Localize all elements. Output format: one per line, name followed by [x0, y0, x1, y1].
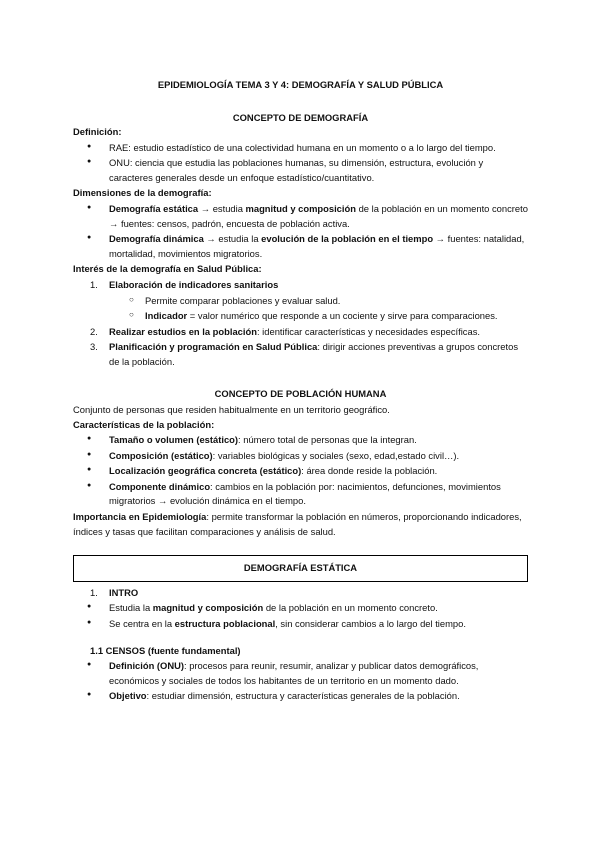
- list-item: [73, 202, 528, 231]
- intro-list: [73, 586, 528, 601]
- bold-term: Elaboración de indicadores sanitarios: [109, 278, 279, 290]
- sub-list-item: [73, 309, 528, 324]
- section-heading-demografia: CONCEPTO DE DEMOGRAFÍA: [232, 111, 369, 123]
- list-item: [73, 601, 528, 616]
- text: Se centra en la: [109, 617, 175, 629]
- list-item: ● ONU: ciencia que estudia las poblaciones humanas, su dimensión, estructura, evolución y caracteres generales desde un enfoque estadístico/cuantitativo.: [73, 156, 528, 185]
- sub-list-item: ○ Permite comparar poblaciones y evaluar salud.: [73, 294, 528, 309]
- text: de la población en un momento concreto → fuentes: censos, padrón, encuesta de población activa.: [109, 203, 528, 229]
- list-item: [73, 433, 528, 448]
- list-item: [73, 480, 528, 509]
- text: → estudia: [198, 203, 246, 215]
- document-page: [73, 72, 528, 705]
- bold-term: Planificación y programación en Salud Pública: [109, 341, 318, 353]
- list-item: [73, 464, 528, 479]
- list-item: [73, 586, 528, 601]
- dimensions-list: [73, 202, 528, 261]
- bold-term: Definición (ONU): [109, 660, 184, 672]
- text: : área donde reside la población.: [301, 465, 438, 477]
- intro-bullets: [73, 601, 528, 631]
- bold-term: Objetivo: [109, 690, 147, 702]
- item-number: 1.: [90, 278, 98, 290]
- definition-list: [73, 141, 528, 186]
- text: : procesos para reunir, resumir, analizar y publicar datos demográficos, económicos y sociales de todos los habitantes de un territorio en un momento dado.: [109, 660, 479, 686]
- bold-term: Composición (estático): [109, 449, 213, 461]
- text: : dirigir acciones preventivas a grupos concretos de la población.: [109, 341, 519, 367]
- text: : cambios en la población por: nacimientos, defunciones, movimientos migratorios → evolución dinámica en el tiempo.: [109, 480, 501, 507]
- characteristics-list: [73, 433, 528, 509]
- definition-label: Definición:: [73, 126, 122, 138]
- importance-paragraph: [73, 510, 528, 539]
- list-item: [73, 232, 528, 261]
- bold-term: Tamaño o volumen (estático): [109, 434, 239, 446]
- bold-term: Localización geográfica concreta (estático): [109, 465, 302, 477]
- bold-term: estructura poblacional: [174, 617, 276, 629]
- item-number: 3.: [90, 341, 98, 353]
- interest-list: [73, 278, 528, 369]
- item-number: 1.: [90, 586, 98, 598]
- text: : variables biológicas y sociales (sexo, edad,estado civil…).: [212, 449, 460, 461]
- section-heading-poblacion: CONCEPTO DE POBLACIÓN HUMANA: [214, 388, 387, 400]
- bold-term: INTRO: [109, 586, 139, 598]
- population-intro: Conjunto de personas que residen habitualmente en un territorio geográfico.: [73, 403, 390, 415]
- item-number: 2.: [90, 325, 98, 337]
- list-item: [73, 659, 528, 688]
- list-item: [73, 449, 528, 464]
- document-title: EPIDEMIOLOGÍA TEMA 3 Y 4: DEMOGRAFÍA Y SALUD PÚBLICA: [157, 79, 444, 90]
- bold-term: Demografía dinámica: [109, 233, 204, 245]
- characteristics-label: Características de la población:: [73, 418, 215, 430]
- bold-term: Importancia en Epidemiología: [73, 511, 207, 523]
- bold-term: magnitud y composición: [245, 203, 356, 215]
- list-item: [73, 325, 528, 340]
- text: = valor numérico que responde a un cociente y sirve para comparaciones.: [187, 310, 498, 322]
- text: Estudia la: [109, 602, 153, 614]
- text: : número total de personas que la integran.: [238, 434, 417, 446]
- bold-term: Realizar estudios en la población: [109, 325, 257, 337]
- text: : estudiar dimensión, estructura y características generales de la población.: [146, 690, 460, 702]
- list-item: [73, 340, 528, 369]
- bold-term: Demografía estática: [109, 203, 199, 215]
- bold-term: Componente dinámico: [109, 480, 211, 492]
- list-item: [73, 617, 528, 632]
- censos-heading: 1.1 CENSOS (fuente fundamental): [90, 644, 241, 656]
- text: : permite transformar la población en números, proporcionando indicadores, índices y tasas que facilitan comparaciones y análisis de salud.: [73, 511, 522, 537]
- censos-list: [73, 659, 528, 704]
- bold-term: magnitud y composición: [152, 602, 264, 614]
- text: → fuentes: natalidad, mortalidad, movimientos migratorios.: [109, 233, 525, 259]
- section-heading-demografia-estatica: DEMOGRAFÍA ESTÁTICA: [73, 555, 528, 582]
- text: de la población en un momento concreto.: [263, 602, 438, 614]
- list-item: [73, 689, 528, 704]
- dimensions-label: Dimensiones de la demografía:: [73, 187, 212, 199]
- list-item: [73, 278, 528, 293]
- text: → estudia la: [203, 233, 262, 245]
- text: : identificar características y necesidades específicas.: [256, 325, 480, 337]
- interest-label: Interés de la demografía en Salud Pública:: [73, 263, 262, 275]
- list-item: ● RAE: estudio estadístico de una colectividad humana en un momento o a lo largo del tiempo.: [73, 141, 528, 156]
- bold-term: Indicador: [145, 310, 188, 322]
- text: , sin considerar cambios a lo largo del tiempo.: [275, 617, 466, 629]
- bold-term: evolución de la población en el tiempo: [261, 233, 434, 245]
